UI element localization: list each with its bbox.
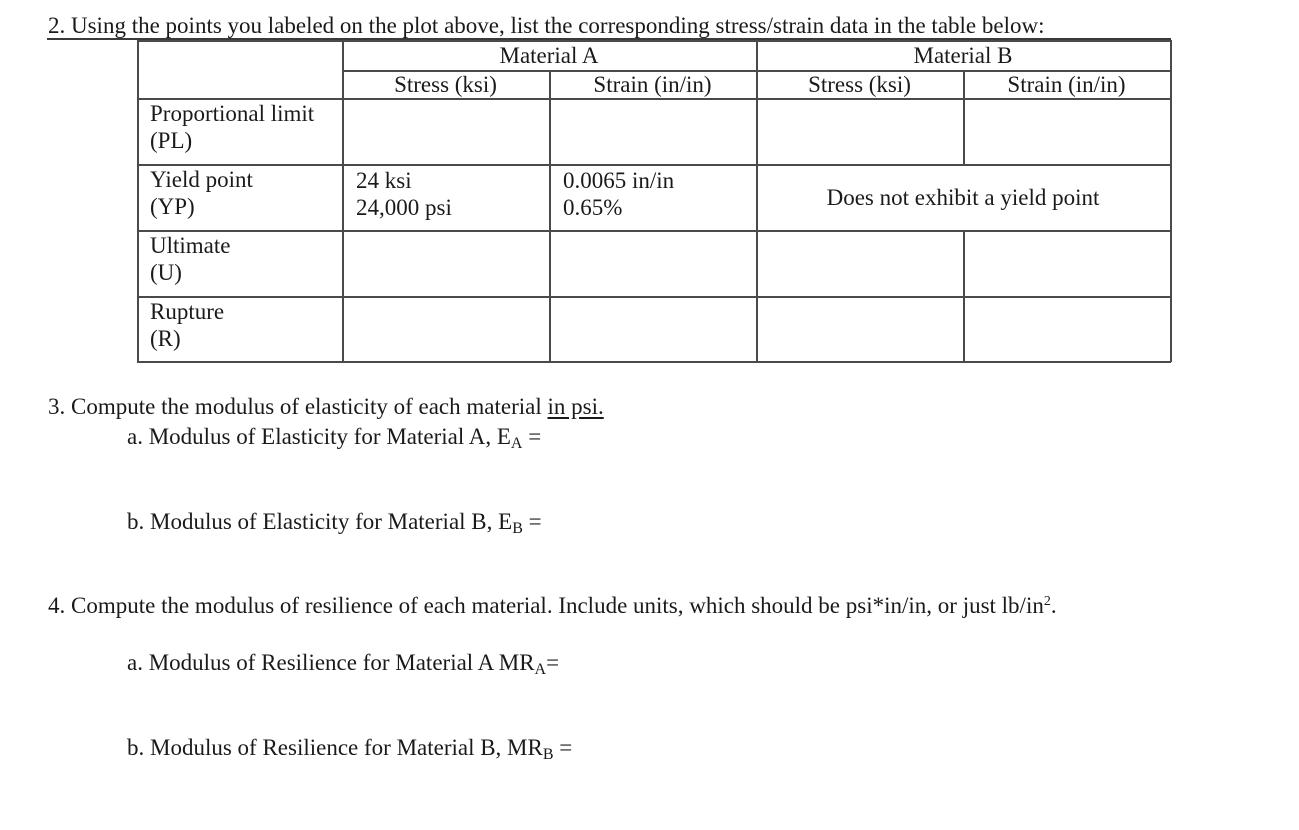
question-3a-subscript: A <box>510 435 523 452</box>
header-stress-b: Stress (ksi) <box>808 72 911 97</box>
table-border-right <box>1170 40 1172 362</box>
row-label-line2: (U) <box>150 259 182 285</box>
header-stress-a: Stress (ksi) <box>394 72 497 97</box>
yield-stress-ksi: 24 ksi <box>356 168 412 193</box>
question-3b-equals: = <box>522 509 542 534</box>
yield-strain-a-value <box>563 168 674 221</box>
question-4a-equals: = <box>546 650 560 675</box>
question-2-text <box>48 13 1044 38</box>
question-4a-label: a. Modulus of Resilience for Material A MR <box>127 650 535 675</box>
question-4b-label: b. Modulus of Resilience for Material B, MR <box>127 735 543 760</box>
yield-strain-percent: 0.65% <box>563 194 623 220</box>
question-4a <box>127 650 560 678</box>
question-3-label: 3. Compute the modulus of elasticity of each material <box>48 394 548 419</box>
row-label-line1: Rupture <box>150 299 225 324</box>
question-4b-equals: = <box>553 735 573 760</box>
yield-stress-a-value <box>356 168 452 221</box>
question-3a <box>127 424 542 452</box>
question-3b-label: b. Modulus of Elasticity for Material B, E <box>127 509 513 534</box>
header-material-a: Material A <box>499 43 599 68</box>
question-3a-equals: = <box>522 424 542 449</box>
table-border-top <box>137 40 1171 42</box>
header-strain-b: Strain (in/in) <box>1007 72 1126 97</box>
question-3b-subscript: B <box>512 520 523 537</box>
row-label-line2: (YP) <box>150 193 195 219</box>
row-label-line1: Yield point <box>150 167 253 192</box>
table-border-left <box>137 40 139 362</box>
yield-strain-in-in: 0.0065 in/in <box>563 168 675 193</box>
header-strain-a: Strain (in/in) <box>593 72 712 97</box>
table-col-divider-4b <box>963 230 965 362</box>
question-4a-subscript: A <box>534 661 547 678</box>
question-4-superscript: 2 <box>1043 594 1051 609</box>
row-label-line2: (R) <box>150 325 181 351</box>
question-4-label: 4. Compute the modulus of resilience of each material. Include units, which should be psi*in/in, or just lb/in <box>48 593 1044 618</box>
question-4-text <box>48 593 1057 618</box>
table-row-divider-1 <box>137 164 1171 166</box>
row-label-rupture <box>150 299 224 352</box>
question-4-period: . <box>1050 593 1057 618</box>
table-row-divider-3 <box>137 296 1171 298</box>
question-2-label: 2. Using the points you labeled on the plot above, list the corresponding stress/strain data in the table below: <box>48 13 1045 38</box>
row-label-line1: Proportional limit <box>150 101 315 126</box>
question-3-units: in psi. <box>547 394 604 419</box>
question-4b <box>127 735 573 763</box>
table-col-divider-2 <box>549 70 551 362</box>
question-3-text <box>48 394 604 419</box>
row-label-proportional-limit <box>150 101 314 154</box>
yield-stress-psi: 24,000 psi <box>356 194 452 220</box>
question-4b-subscript: B <box>542 746 554 763</box>
material-b-yield-note: Does not exhibit a yield point <box>826 185 1100 210</box>
row-label-ultimate <box>150 233 230 286</box>
stress-strain-table <box>137 40 1171 362</box>
question-3b <box>127 509 542 537</box>
row-label-yield-point <box>150 167 253 220</box>
row-label-line1: Ultimate <box>150 233 231 258</box>
header-material-b: Material B <box>913 43 1013 68</box>
question-3a-label: a. Modulus of Elasticity for Material A, E <box>127 424 511 449</box>
row-label-line2: (PL) <box>150 127 193 153</box>
table-row-divider-2 <box>137 230 1171 232</box>
table-border-bottom <box>137 361 1171 363</box>
